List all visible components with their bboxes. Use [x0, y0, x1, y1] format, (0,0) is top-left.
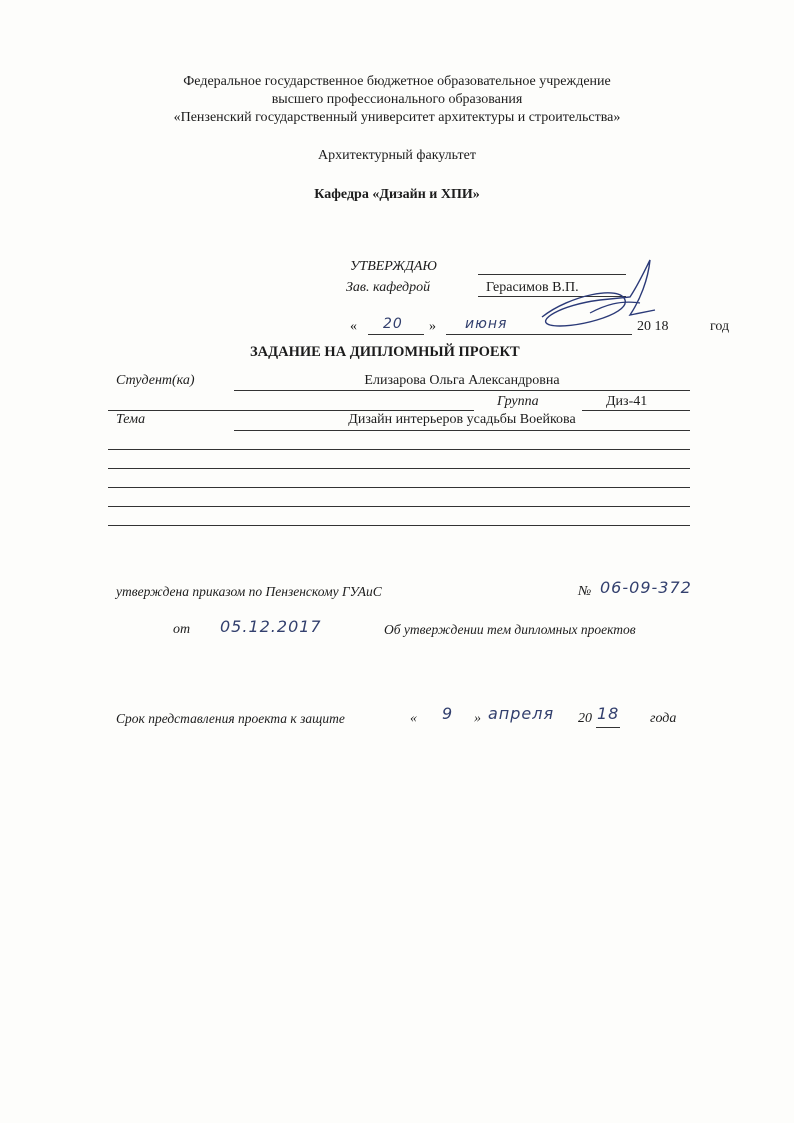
deadline-label: Срок представления проекта к защите: [116, 711, 345, 726]
topic-label: Тема: [116, 412, 146, 427]
group-label: Группа: [497, 394, 539, 409]
deadline-close-quote: »: [474, 711, 481, 726]
order-number: 06-09-372: [600, 578, 692, 597]
student-extra-line: [108, 410, 474, 411]
deadline-month: апреля: [488, 704, 555, 723]
position-label: Зав. кафедрой: [346, 280, 431, 295]
head-name: Герасимов В.П.: [486, 280, 579, 295]
org-name-line-2: высшего профессионального образования: [271, 92, 523, 107]
document-title: ЗАДАНИЕ НА ДИПЛОМНЫЙ ПРОЕКТ: [250, 344, 520, 360]
org-name-line-1: Федеральное государственное бюджетное образовательное учреждение: [183, 74, 611, 89]
org-name-line-3: «Пензенский государственный университет архитектуры и строительства»: [173, 110, 621, 125]
day-underline: [368, 334, 424, 335]
student-name-underline: [234, 390, 690, 391]
deadline-day: 9: [442, 704, 454, 723]
deadline-year-suffix: 18: [597, 704, 620, 723]
topic-underline: [234, 430, 690, 431]
faculty-name: Архитектурный факультет: [318, 148, 476, 163]
approval-year-suffix: год: [710, 319, 730, 334]
topic-value: Дизайн интерьеров усадьбы Воейкова: [348, 412, 576, 427]
date-close-quote: »: [429, 319, 436, 334]
topic-line-6: [108, 525, 690, 526]
topic-line-3: [108, 468, 690, 469]
deadline-year-word: года: [650, 711, 677, 726]
date-open-quote: «: [350, 319, 357, 334]
order-date: 05.12.2017: [220, 617, 322, 636]
approval-day: 20: [383, 316, 403, 332]
order-from-label: от: [173, 622, 191, 637]
student-name: Елизарова Ольга Александровна: [364, 373, 560, 388]
order-approved-label: утверждена приказом по Пензенскому ГУАиС: [116, 584, 382, 599]
student-label: Студент(ка): [116, 373, 195, 388]
deadline-year-underline: [596, 727, 620, 728]
deadline-year-prefix: 20: [578, 711, 592, 726]
topic-line-4: [108, 487, 690, 488]
group-value: Диз-41: [606, 394, 648, 409]
approve-label: УТВЕРЖДАЮ: [350, 259, 437, 274]
month-underline: [446, 334, 632, 335]
approval-year: 20 18: [637, 319, 669, 334]
department-name: Кафедра «Дизайн и ХПИ»: [314, 187, 480, 202]
group-underline: [582, 410, 690, 411]
approval-month: июня: [465, 316, 508, 332]
order-subject: Об утверждении тем дипломных проектов: [384, 622, 636, 637]
deadline-open-quote: «: [410, 711, 417, 726]
topic-line-5: [108, 506, 690, 507]
topic-line-2: [108, 449, 690, 450]
order-number-sign: №: [578, 584, 592, 599]
